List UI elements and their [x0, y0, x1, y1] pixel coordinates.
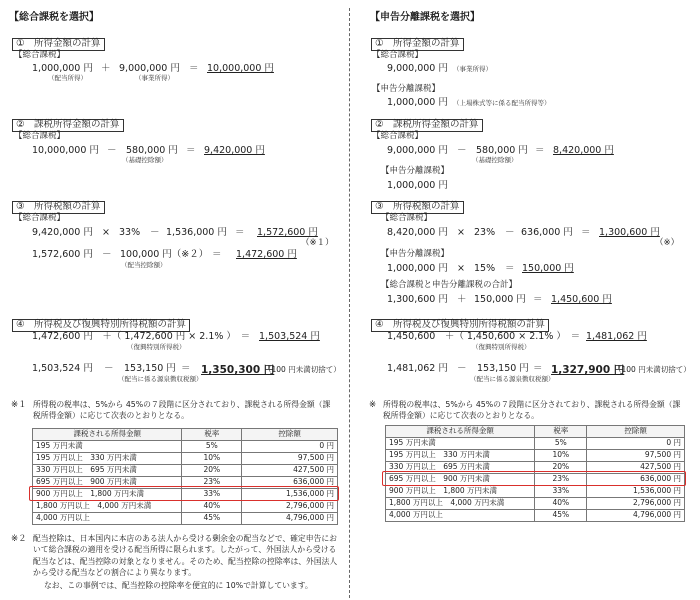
income-bracket: 195 万円未満 [386, 438, 535, 450]
right-s4-l1: 1,450,600 ＋（ 1,450,600 × 2.1% ） ＝ [387, 331, 581, 342]
right-s3-l2-a: 1,000,000 円 [387, 263, 448, 274]
left-s1-result: 10,000,000 円 [207, 63, 274, 74]
right-s2-result: 8,420,000 円 [553, 145, 614, 156]
income-bracket: 900 万円以上 1,800 万円未満 [386, 486, 535, 498]
right-s3-l1-minus: － [505, 227, 515, 238]
left-note2b-text: なお、この事例では、配当控除の控除率を便宜的に 10%で計算しています。 [44, 581, 313, 590]
right-s4-l2-note: （配当に係る源泉徴収税額） [470, 375, 555, 383]
left-s3-l1-ref: （※１） [301, 238, 334, 248]
left-s3-l1-minus: － [150, 227, 160, 238]
table-row [386, 510, 685, 522]
income-bracket: 195 万円未満 [33, 441, 182, 453]
deduction-amount: 636,000 円 [242, 477, 338, 489]
left-s3-l1-rate: 33% [119, 227, 141, 238]
left-note2-text: 配当控除は、日本国内に本店のある法人から受ける剰余金の配当などで、確定申告において総合課税の適用を受ける配当所得に限られます。したがって、外国法人から受ける配当などは、配当控除の対象となりません。そのため、配当控除の控除率は、外国法人から受ける配当などの割合により異なります。 [33, 534, 338, 577]
table-row [386, 498, 685, 510]
left-s3-l2-minus: － [102, 249, 112, 260]
left-s1-label: 【総合課税】 [14, 50, 66, 60]
left-s4-l2-minus: － [104, 363, 114, 374]
left-s4-l2-a: 1,503,524 円 [32, 363, 93, 374]
left-s1-b-note: （事業所得） [135, 74, 174, 82]
right-s2-op: － [457, 145, 467, 156]
right-s4-l2-eq: ＝ [533, 363, 543, 374]
right-s1-b: 1,000,000 円 [387, 97, 448, 108]
right-note-text: 所得税の税率は、5%から 45%の７段階に区分されており、課税される所得金額（課税所得金額）に応じて次表のとおりとなる。 [383, 400, 681, 421]
right-s4-l1-result: 1,481,062 円 [586, 331, 647, 342]
right-s1-label1: 【総合課税】 [372, 50, 424, 60]
left-s1-heading: ① 所得金額の計算 [12, 38, 105, 51]
right-s1-a-note: （事業所得） [453, 65, 492, 73]
table-row [386, 438, 685, 450]
left-highlight-box [29, 486, 339, 501]
right-s3-l3-result: 1,450,600 円 [551, 294, 612, 305]
left-s2-b: 580,000 円 [126, 145, 178, 156]
left-s3-l2-b: 100,000 円（※２） [120, 249, 209, 260]
header-income: 課税される所得金額 [386, 426, 535, 438]
right-s3-heading: ③ 所得税額の計算 [371, 201, 464, 214]
tax-rate: 33% [535, 486, 587, 498]
right-s3-l3-plus: ＋ [457, 294, 467, 305]
left-s3-l2-note: （配当控除額） [121, 261, 167, 269]
right-s3-l3-eq: ＝ [533, 294, 543, 305]
left-s2-eq: ＝ [186, 145, 196, 156]
left-tax-rate-table [32, 428, 338, 525]
table-header-row [386, 426, 685, 438]
right-s4-final-result: 1,327,900 円 [551, 364, 625, 376]
right-title: 【申告分離課税を選択】 [370, 12, 480, 23]
income-bracket: 900 万円以上 1,800 万円未満 [33, 489, 182, 501]
right-s4-l2-tail: （100 円未満切捨て） [614, 365, 691, 374]
table-row [33, 501, 338, 513]
header-income: 課税される所得金額 [33, 429, 182, 441]
left-s4-final-result: 1,350,300 円 [201, 364, 275, 376]
income-bracket: 330 万円以上 695 万円未満 [33, 465, 182, 477]
left-s3-l2-result: 1,472,600 円 [236, 249, 297, 260]
income-bracket: 4,000 万円以上 [33, 513, 182, 525]
left-note2-mark: ※２ [11, 534, 27, 544]
right-s4-l2-a: 1,481,062 円 [387, 363, 448, 374]
left-s3-l1-eq: ＝ [235, 227, 245, 238]
right-highlight-box [382, 471, 686, 486]
right-s4-l2-minus: － [457, 363, 467, 374]
deduction-amount: 2,796,000 円 [587, 498, 685, 510]
deduction-amount: 427,500 円 [242, 465, 338, 477]
table-row [33, 453, 338, 465]
deduction-amount: 636,000 円 [587, 474, 685, 486]
right-s2-b: 580,000 円 [476, 145, 528, 156]
tax-rate: 45% [182, 513, 242, 525]
income-bracket: 4,000 万円以上 [386, 510, 535, 522]
right-s3-l2-result: 150,000 円 [522, 263, 574, 274]
right-s4-l2-b: 153,150 円 [477, 363, 529, 374]
left-s2-label: 【総合課税】 [14, 131, 66, 141]
right-s4-heading: ④ 所得税及び復興特別所得税額の計算 [371, 319, 549, 332]
income-bracket: 695 万円以上 900 万円未満 [386, 474, 535, 486]
left-title: 【総合課税を選択】 [9, 12, 99, 23]
income-bracket: 1,800 万円以上 4,000 万円未満 [33, 501, 182, 513]
tax-rate: 5% [535, 438, 587, 450]
left-s3-l2-eq: ＝ [212, 249, 222, 260]
table-row [33, 441, 338, 453]
left-note1-mark: ※１ [11, 400, 27, 410]
header-rate: 税率 [535, 426, 587, 438]
left-s4-l1-note: （復興特別所得税） [127, 343, 186, 351]
left-s4-l2-tail: （100 円未満切捨て） [264, 365, 341, 374]
deduction-amount: 1,536,000 円 [587, 486, 685, 498]
right-s2-b-note: （基礎控除額） [472, 156, 518, 164]
right-s2-eq: ＝ [535, 145, 545, 156]
deduction-amount: 97,500 円 [587, 450, 685, 462]
right-s3-label1: 【総合課税】 [381, 213, 433, 223]
deduction-amount: 427,500 円 [587, 462, 685, 474]
right-s4-l1-note: （復興特別所得税） [472, 343, 531, 351]
table-header-row [33, 429, 338, 441]
tax-rate: 23% [535, 474, 587, 486]
tax-rate: 45% [535, 510, 587, 522]
right-s2-c: 1,000,000 円 [387, 180, 448, 191]
left-s1-eq: ＝ [189, 63, 199, 74]
tax-rate: 33% [182, 489, 242, 501]
left-s3-l1-ded: 1,536,000 円 [166, 227, 227, 238]
right-s3-l2-times: × [457, 263, 465, 274]
tax-rate: 20% [182, 465, 242, 477]
left-s1-b: 9,000,000 円 [119, 63, 180, 74]
right-note-mark: ※ [369, 400, 377, 410]
tax-rate: 23% [182, 477, 242, 489]
left-s3-l1-a: 9,420,000 円 [32, 227, 93, 238]
right-s3-l2-rate: 15% [474, 263, 496, 274]
left-s4-l2-eq: ＝ [181, 363, 191, 374]
right-s3-l1-rate: 23% [474, 227, 496, 238]
right-s1-label2: 【申告分離課税】 [372, 84, 441, 94]
right-s1-a: 9,000,000 円 [387, 63, 448, 74]
deduction-amount: 4,796,000 円 [587, 510, 685, 522]
left-s4-l1-result: 1,503,524 円 [259, 331, 320, 342]
deduction-amount: 4,796,000 円 [242, 513, 338, 525]
deduction-amount: 0 円 [587, 438, 685, 450]
income-bracket: 330 万円以上 695 万円未満 [386, 462, 535, 474]
right-s3-l1-result: 1,300,600 円 [599, 227, 660, 238]
left-s1-a-note: （配当所得） [48, 74, 87, 82]
right-s3-l1-eq: ＝ [581, 227, 591, 238]
tax-rate: 5% [182, 441, 242, 453]
deduction-amount: 2,796,000 円 [242, 501, 338, 513]
left-s4-l2-b: 153,150 円 [124, 363, 176, 374]
deduction-amount: 1,536,000 円 [242, 489, 338, 501]
right-s3-l3-b: 150,000 円 [474, 294, 526, 305]
left-s3-l2-a: 1,572,600 円 [32, 249, 93, 260]
tax-rate: 40% [535, 498, 587, 510]
right-s3-l1-ded: 636,000 円 [521, 227, 573, 238]
left-s2-a: 10,000,000 円 [32, 145, 99, 156]
deduction-amount: 0 円 [242, 441, 338, 453]
left-s3-l1-times: × [102, 227, 110, 238]
left-s4-l2-note: （配当に係る源泉徴収税額） [118, 375, 203, 383]
right-s3-label2: 【申告分離課税】 [381, 249, 450, 259]
income-bracket: 195 万円以上 330 万円未満 [33, 453, 182, 465]
column-divider [349, 8, 350, 598]
right-s3-l3-a: 1,300,600 円 [387, 294, 448, 305]
table-row [33, 465, 338, 477]
tax-rate: 10% [535, 450, 587, 462]
left-s4-l1: 1,472,600 円 ＋（ 1,472,600 円 × 2.1% ） ＝ [32, 331, 251, 342]
left-s4-heading: ④ 所得税及び復興特別所得税額の計算 [12, 319, 190, 332]
header-rate: 税率 [182, 429, 242, 441]
right-s3-l1-a: 8,420,000 円 [387, 227, 448, 238]
left-s2-b-note: （基礎控除額） [122, 156, 168, 164]
left-s3-heading: ③ 所得税額の計算 [12, 201, 105, 214]
right-s1-heading: ① 所得金額の計算 [371, 38, 464, 51]
table-row [386, 450, 685, 462]
tax-rate: 10% [182, 453, 242, 465]
left-s3-label: 【総合課税】 [14, 213, 66, 223]
left-s3-l1-result: 1,572,600 円 [257, 227, 318, 238]
right-s1-b-note: （上場株式等に係る配当所得等） [453, 99, 551, 107]
income-bracket: 1,800 万円以上 4,000 万円未満 [386, 498, 535, 510]
table-row [386, 486, 685, 498]
right-s3-l1-ref: （※） [655, 238, 680, 248]
right-s3-label3: 【総合課税と申告分離課税の合計】 [381, 280, 518, 290]
header-deduction: 控除額 [242, 429, 338, 441]
tax-rate: 40% [182, 501, 242, 513]
right-s2-a: 9,000,000 円 [387, 145, 448, 156]
left-note1-text: 所得税の税率は、5%から 45%の７段階に区分されており、課税される所得金額（課税所得金額）に応じて次表のとおりとなる。 [33, 400, 331, 421]
right-s2-label2: 【申告分離課税】 [381, 166, 450, 176]
left-s2-op: － [107, 145, 117, 156]
right-s2-heading: ② 課税所得金額の計算 [371, 119, 483, 132]
left-s1-op: ＋ [101, 63, 111, 74]
left-s2-heading: ② 課税所得金額の計算 [12, 119, 124, 132]
right-s2-label1: 【総合課税】 [372, 131, 424, 141]
income-bracket: 695 万円以上 900 万円未満 [33, 477, 182, 489]
right-s3-l2-eq: ＝ [505, 263, 515, 274]
tax-rate: 20% [535, 462, 587, 474]
right-s3-l1-times: × [457, 227, 465, 238]
table-row [33, 513, 338, 525]
deduction-amount: 97,500 円 [242, 453, 338, 465]
header-deduction: 控除額 [587, 426, 685, 438]
income-bracket: 195 万円以上 330 万円未満 [386, 450, 535, 462]
left-s1-a: 1,000,000 円 [32, 63, 93, 74]
left-s2-result: 9,420,000 円 [204, 145, 265, 156]
